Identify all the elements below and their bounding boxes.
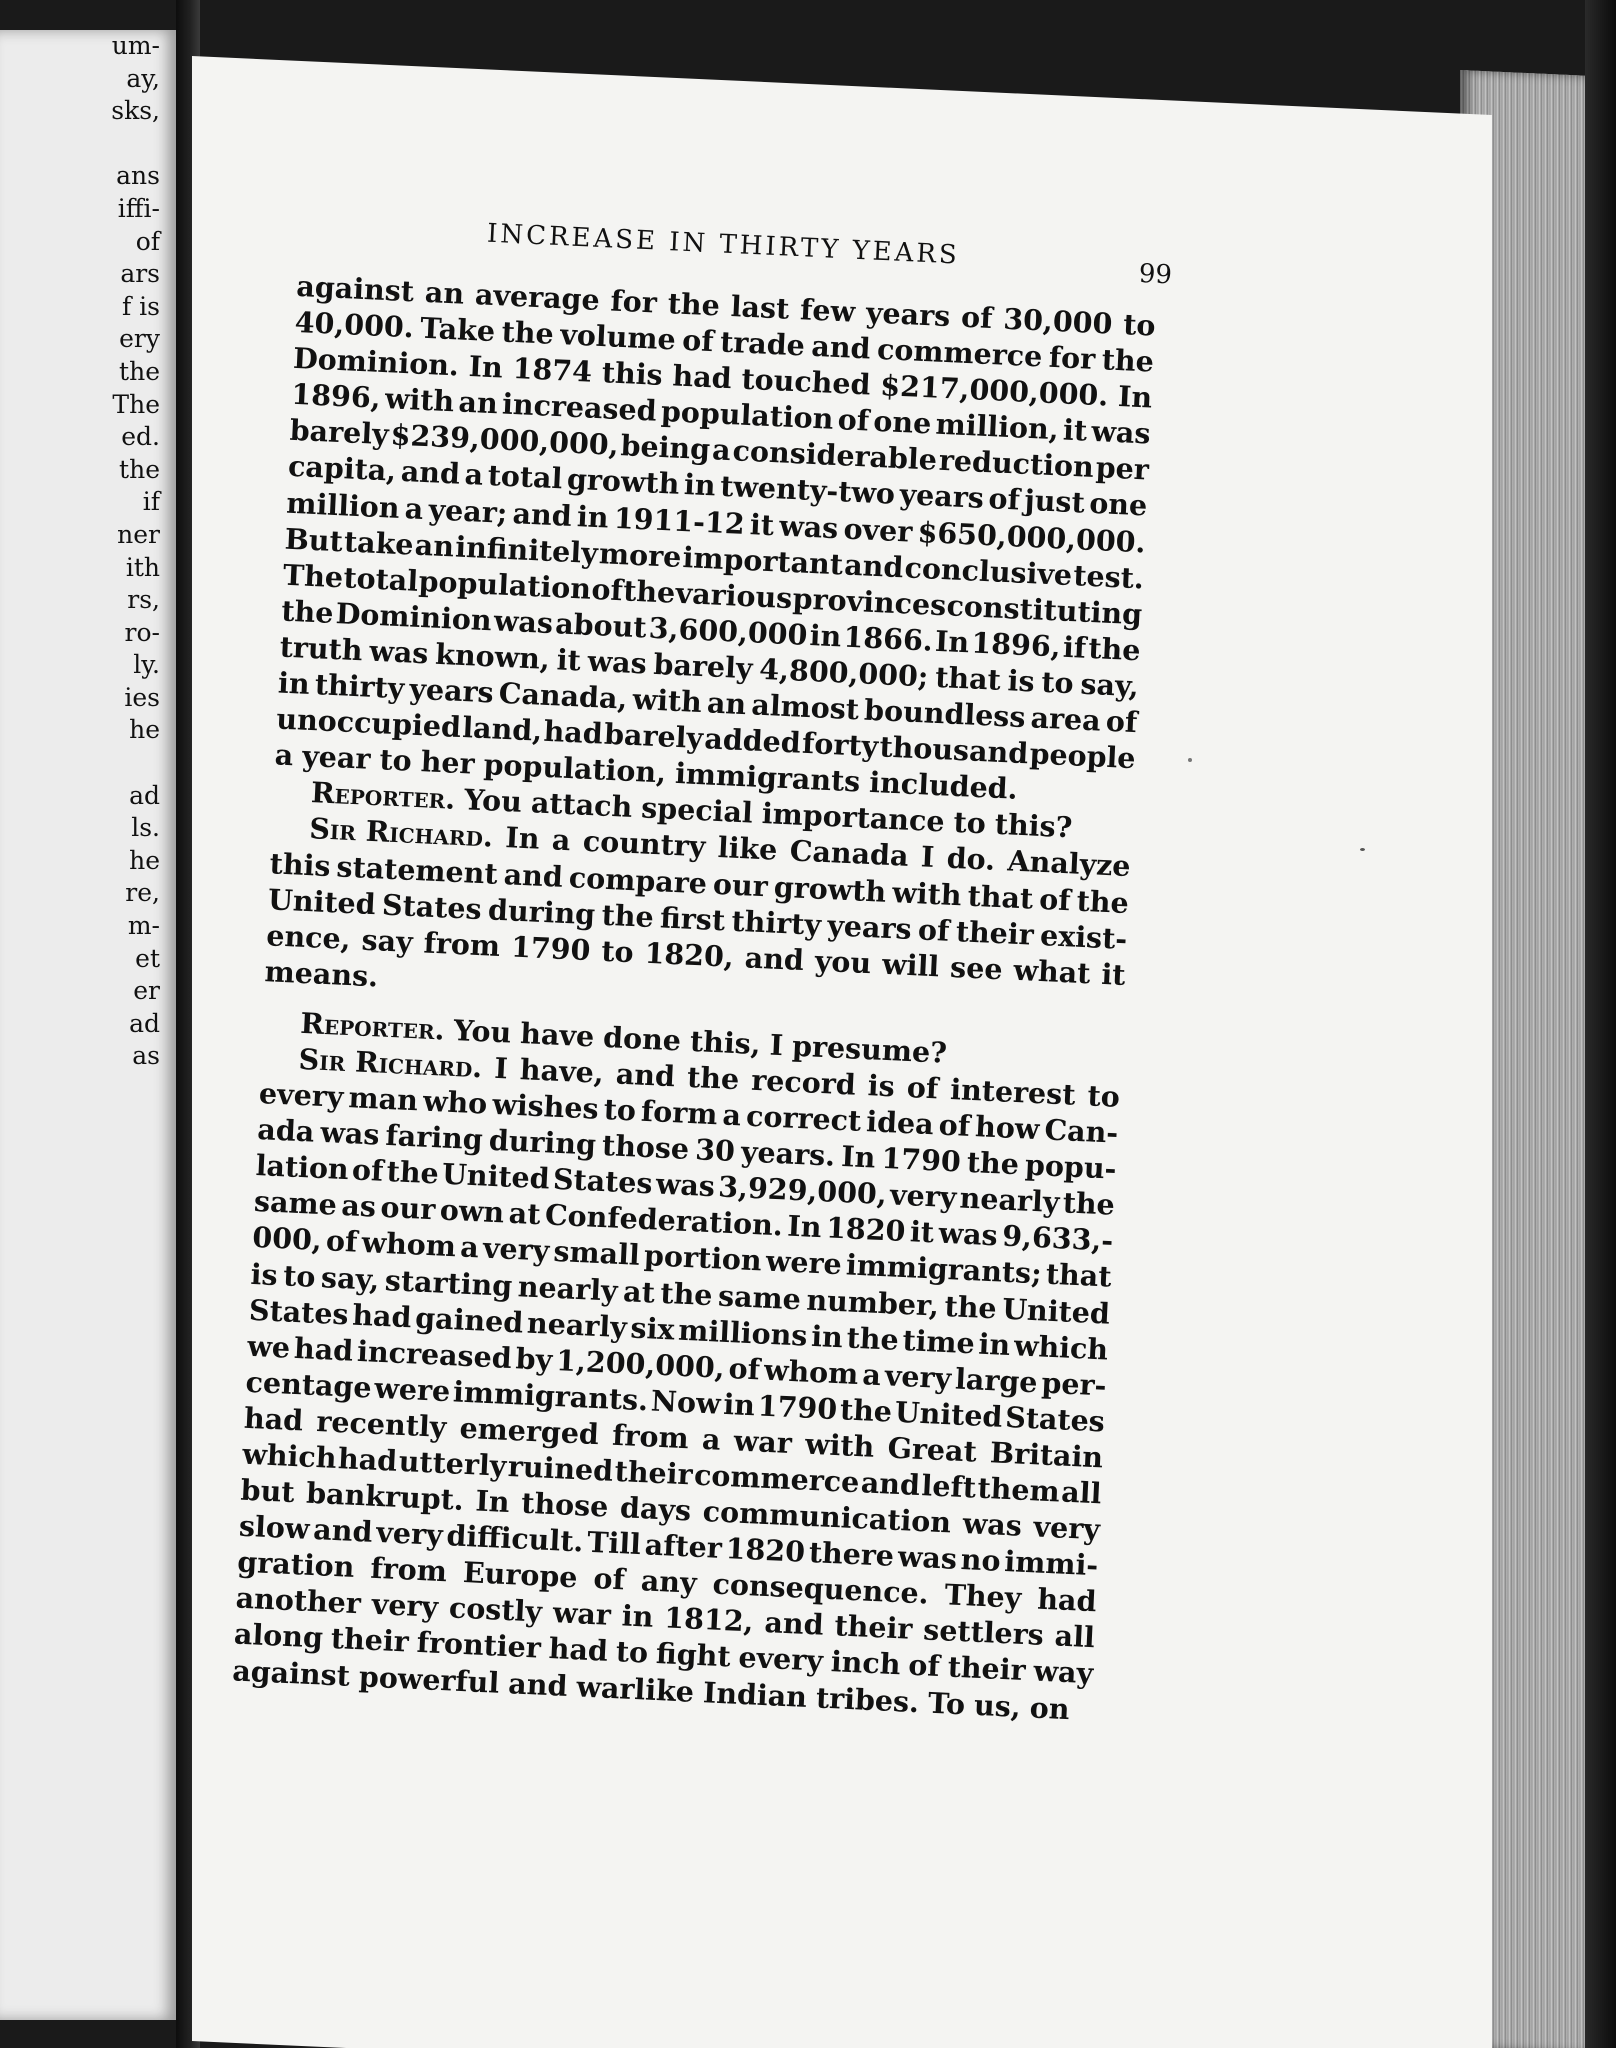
text-line: in thirty years Canada, with an almost boundless area of <box>277 665 1138 740</box>
text-line: means. <box>263 953 379 994</box>
previous-page-line: he <box>129 845 160 875</box>
previous-page-line: as <box>132 1041 160 1071</box>
previous-page-line: ro- <box>124 617 160 647</box>
previous-page-line: sks, <box>111 96 160 126</box>
text-line: Sir Richard. I have, and the record is of interest to <box>297 1041 1121 1114</box>
previous-page-line: re, <box>125 878 160 908</box>
text-line: 000, of whom a very small portion were immigrants; that <box>251 1220 1113 1295</box>
previous-page-line: the <box>119 356 160 386</box>
text-line: 1896, with an increased population of one million, it was <box>290 377 1152 451</box>
text-line: the Dominion was about 3,600,000 in 1866. In 1896, if the <box>280 593 1142 668</box>
previous-page-line: er <box>133 976 160 1006</box>
speaker-label: Reporter. <box>299 1005 446 1047</box>
previous-page-line: m- <box>127 911 160 941</box>
previous-page-line: ed. <box>121 422 160 452</box>
previous-page-line: ad <box>129 780 160 810</box>
previous-page-line: ith <box>125 552 160 582</box>
text-line: another very costly war in 1812, and their settlers all <box>234 1580 1096 1655</box>
text-line: this statement and compare our growth with that of the <box>268 845 1130 920</box>
text-line: million a year; and in 1911-12 it was over $650,000,000. <box>285 485 1147 559</box>
text-line: Sir Richard. In a country like Canada I do. Analyze <box>308 811 1132 884</box>
text-line: 40,000. Take the volume of trade and commerce for the <box>294 304 1155 379</box>
page-content <box>231 210 1173 1728</box>
previous-page-line: ls. <box>131 813 160 843</box>
previous-page-line: the <box>119 454 160 484</box>
text-line: but bankrupt. In those days communication was very <box>239 1472 1101 1547</box>
text-line: along their frontier had to fight every inch of their way <box>233 1616 1094 1691</box>
previous-page-line <box>40 747 160 780</box>
edge-shadow <box>1585 0 1616 2048</box>
text-line: gration from Europe of any consequence. They had <box>236 1544 1098 1619</box>
text-line: Reporter. You attach special importance to this? <box>310 775 1074 845</box>
previous-page-line: of <box>135 226 160 256</box>
body-text <box>232 268 1157 1728</box>
speck-mark <box>1360 848 1365 851</box>
page-number: 99 <box>1138 258 1173 291</box>
previous-page-line: iffi- <box>117 193 160 223</box>
text-line: ence, say from 1790 to 1820, and you will see what it <box>265 917 1127 992</box>
previous-page-line: ies <box>124 682 160 712</box>
text-line: against powerful and warlike Indian tribes. To us, on <box>231 1653 1071 1726</box>
text-line: Dominion. In 1874 this had touched $217,000,000. In <box>292 341 1153 415</box>
previous-page-line: et <box>135 943 160 973</box>
previous-page-line: The <box>112 389 160 419</box>
speck-mark <box>1188 758 1192 762</box>
previous-page-line: ner <box>117 519 160 549</box>
text-line: every man who wishes to form a correct idea of how Can- <box>258 1076 1119 1150</box>
text-line: The total population of the various provinces constituting <box>282 557 1143 632</box>
text-line: which had utterly ruined their commerce and left them all <box>241 1436 1103 1511</box>
speaker-label: Sir Richard. <box>297 1041 484 1085</box>
previous-page-line: ad <box>129 1008 160 1038</box>
text-line: is to say, starting nearly at the same number, the United <box>249 1256 1111 1331</box>
text-line: same as our own at Confederation. In 1820 it was 9,633,- <box>253 1184 1114 1259</box>
previous-page-line: ans <box>116 161 160 191</box>
previous-page-line: ay, <box>126 63 160 93</box>
text-line: against an average for the last few years of 30,000 to <box>295 268 1157 343</box>
text-line: barely $239,000,000, being a considerable reduction per <box>289 413 1150 487</box>
previous-page-text <box>40 30 160 1073</box>
text-line: But take an infinitely more important and conclusive test. <box>284 521 1145 596</box>
previous-page-line: ars <box>120 259 160 289</box>
previous-page-line: f is <box>121 291 160 321</box>
previous-page-line: ly. <box>133 650 160 680</box>
running-title: INCREASE IN THIRTY YEARS <box>486 218 961 271</box>
text-line: centage were immigrants. Now in 1790 the United States <box>244 1364 1106 1439</box>
text-line: slow and very difficult. Till after 1820 there was no immi- <box>238 1508 1099 1583</box>
previous-page-line: if <box>142 487 160 517</box>
text-line: capita, and a total growth in twenty-two years of just one <box>287 449 1148 523</box>
text-line: United States during the first thirty years of their exist- <box>267 881 1128 956</box>
previous-page-line: ery <box>119 324 160 354</box>
previous-page-line: he <box>129 715 160 745</box>
text-line: Reporter. You have done this, I presume? <box>299 1005 948 1070</box>
text-line: truth was known, it was barely 4,800,000; that is to say, <box>279 629 1140 704</box>
previous-page-fragment <box>0 30 178 2020</box>
text-line: unoccupied land, had barely added forty thousand people <box>275 701 1137 776</box>
previous-page-line: rs, <box>127 585 160 615</box>
text-line: we had increased by 1,200,000, of whom a very large per- <box>246 1328 1108 1403</box>
text-line: a year to her population, immigrants included. <box>274 737 1019 806</box>
previous-page-line: um- <box>111 31 160 60</box>
text-line: lation of the United States was 3,929,000, very nearly the <box>255 1148 1116 1222</box>
text-line: States had gained nearly six millions in the time in which <box>248 1292 1109 1367</box>
previous-page-line <box>40 128 160 161</box>
text-line: ada was faring during those 30 years. In 1790 the popu- <box>256 1112 1118 1186</box>
speaker-label: Sir Richard. <box>308 811 494 854</box>
speaker-label: Reporter. <box>310 775 457 817</box>
text-line: had recently emerged from a war with Great Britain <box>243 1400 1104 1475</box>
